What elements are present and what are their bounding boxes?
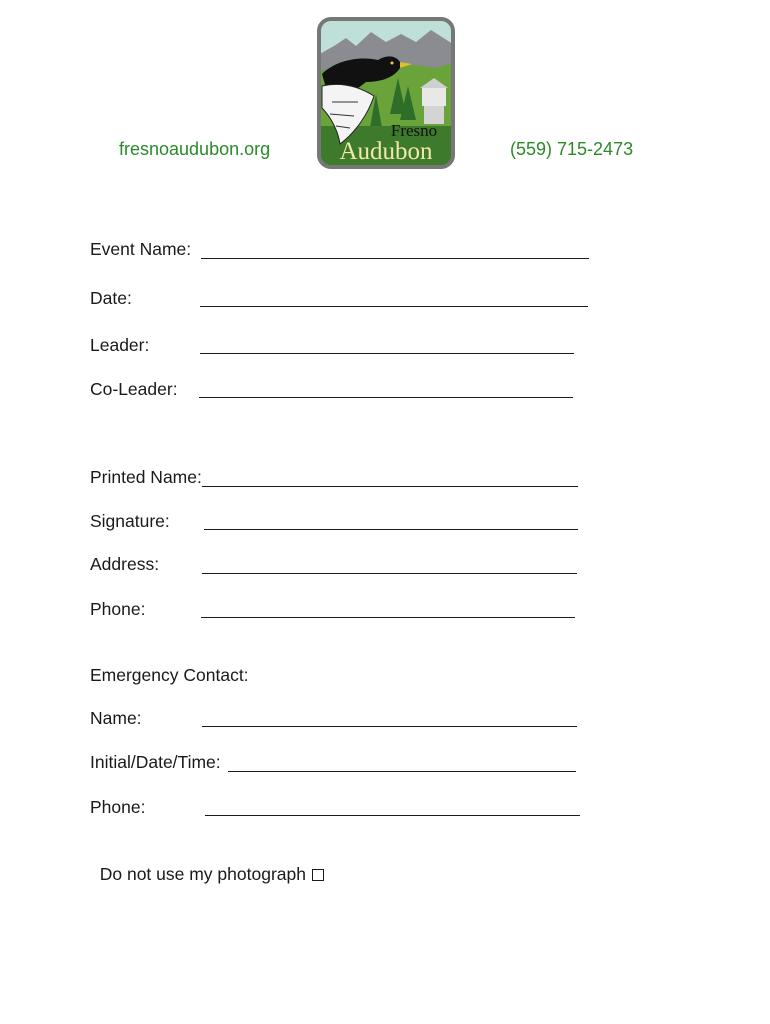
- co-leader-field[interactable]: [199, 397, 573, 398]
- printed-name-label: Printed Name:: [90, 467, 202, 487]
- emergency-name-label: Name:: [90, 708, 142, 728]
- event-name-label: Event Name:: [90, 239, 192, 259]
- emergency-name-field[interactable]: [202, 726, 577, 727]
- logo-text-bottom: Audubon: [339, 138, 433, 165]
- date-field[interactable]: [200, 306, 588, 307]
- leader-field[interactable]: [200, 353, 574, 354]
- co-leader-label: Co-Leader:: [90, 379, 178, 399]
- date-label: Date:: [90, 288, 132, 308]
- initial-date-time-field[interactable]: [228, 771, 576, 772]
- phone-field[interactable]: [201, 617, 575, 618]
- website-link[interactable]: fresnoaudubon.org: [119, 139, 271, 159]
- signature-field[interactable]: [204, 529, 578, 530]
- fresno-audubon-logo: [316, 16, 456, 170]
- emergency-phone-label: Phone:: [90, 797, 146, 817]
- phone-number[interactable]: (559) 715-2473: [510, 139, 634, 159]
- logo-text-top: Fresno: [390, 121, 438, 140]
- address-field[interactable]: [202, 573, 577, 574]
- address-label: Address:: [90, 554, 160, 574]
- event-name-field[interactable]: [201, 258, 589, 259]
- photo-option: [90, 841, 324, 885]
- emergency-contact-heading: Emergency Contact:: [90, 665, 249, 685]
- leader-label: Leader:: [90, 335, 150, 355]
- emergency-phone-field[interactable]: [205, 815, 580, 816]
- signature-label: Signature:: [90, 511, 170, 531]
- phone-label: Phone:: [90, 599, 146, 619]
- printed-name-field[interactable]: [202, 486, 578, 487]
- initial-date-time-label: Initial/Date/Time:: [90, 752, 221, 772]
- photo-option-label: Do not use my photograph: [99, 864, 306, 884]
- photo-opt-out-checkbox[interactable]: [312, 869, 324, 881]
